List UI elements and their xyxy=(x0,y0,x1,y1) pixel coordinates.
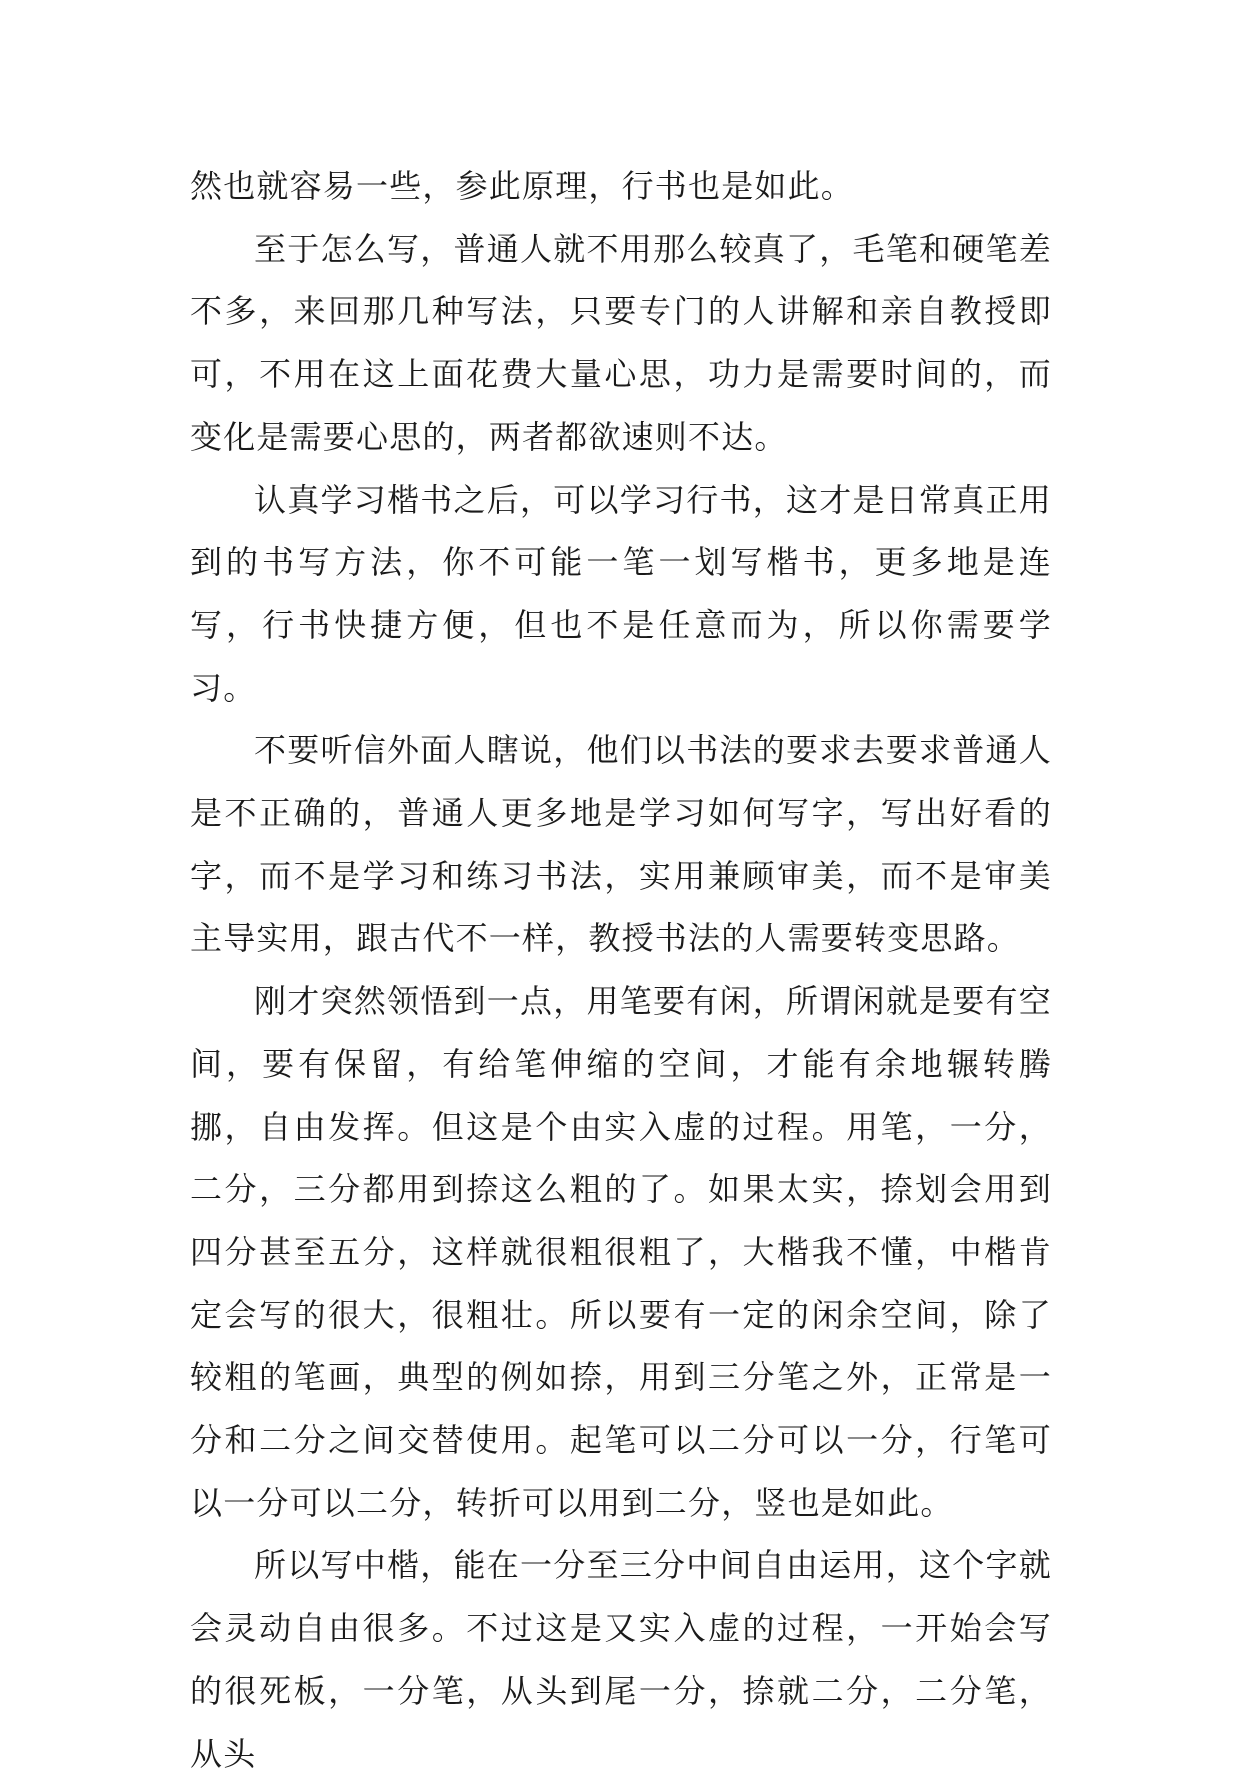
paragraph-2: 至于怎么写，普通人就不用那么较真了，毛笔和硬笔差不多，来回那几种写法，只要专门的人讲解和亲自教授即可，不用在这上面花费大量心思，功力是需要时间的，而变化是需要心思的，两者都欲速则不达。 xyxy=(190,229,1052,456)
paragraph-3: 认真学习楷书之后，可以学习行书，这才是日常真正用到的书写方法，你不可能一笔一划写楷书，更多地是连写，行书快捷方便，但也不是任意而为，所以你需要学习。 xyxy=(190,480,1052,707)
paragraph-1: 然也就容易一些，参此原理，行书也是如此。 xyxy=(190,167,855,205)
paragraph-6: 所以写中楷，能在一分至三分中间自由运用，这个字就会灵动自由很多。不过这是又实入虚的过程，一开始会写的很死板，一分笔，从头到尾一分，捺就二分，二分笔，从头 xyxy=(190,1546,1052,1773)
paragraph-5: 刚才突然领悟到一点，用笔要有闲，所谓闲就是要有空间，要有保留，有给笔伸缩的空间，才能有余地辗转腾挪，自由发挥。但这是个由实入虚的过程。用笔，一分，二分，三分都用到捺这么粗的了。如果太实，捺划会用到四分甚至五分，这样就很粗很粗了，大楷我不懂，中楷肯定会写的很大，很粗壮。所以要有一定的闲余空间，除了较粗的笔画，典型的例如捺，用到三分笔之外，正常是一分和二分之间交替使用。起笔可以二分可以一分，行笔可以一分可以二分，转折可以用到二分，竖也是如此。 xyxy=(190,982,1052,1522)
document-body xyxy=(190,155,1052,1785)
paragraph-4: 不要听信外面人瞎说，他们以书法的要求去要求普通人是不正确的，普通人更多地是学习如何写字，写出好看的字，而不是学习和练习书法，实用兼顾审美，而不是审美主导实用，跟古代不一样，教授书法的人需要转变思路。 xyxy=(190,731,1052,958)
